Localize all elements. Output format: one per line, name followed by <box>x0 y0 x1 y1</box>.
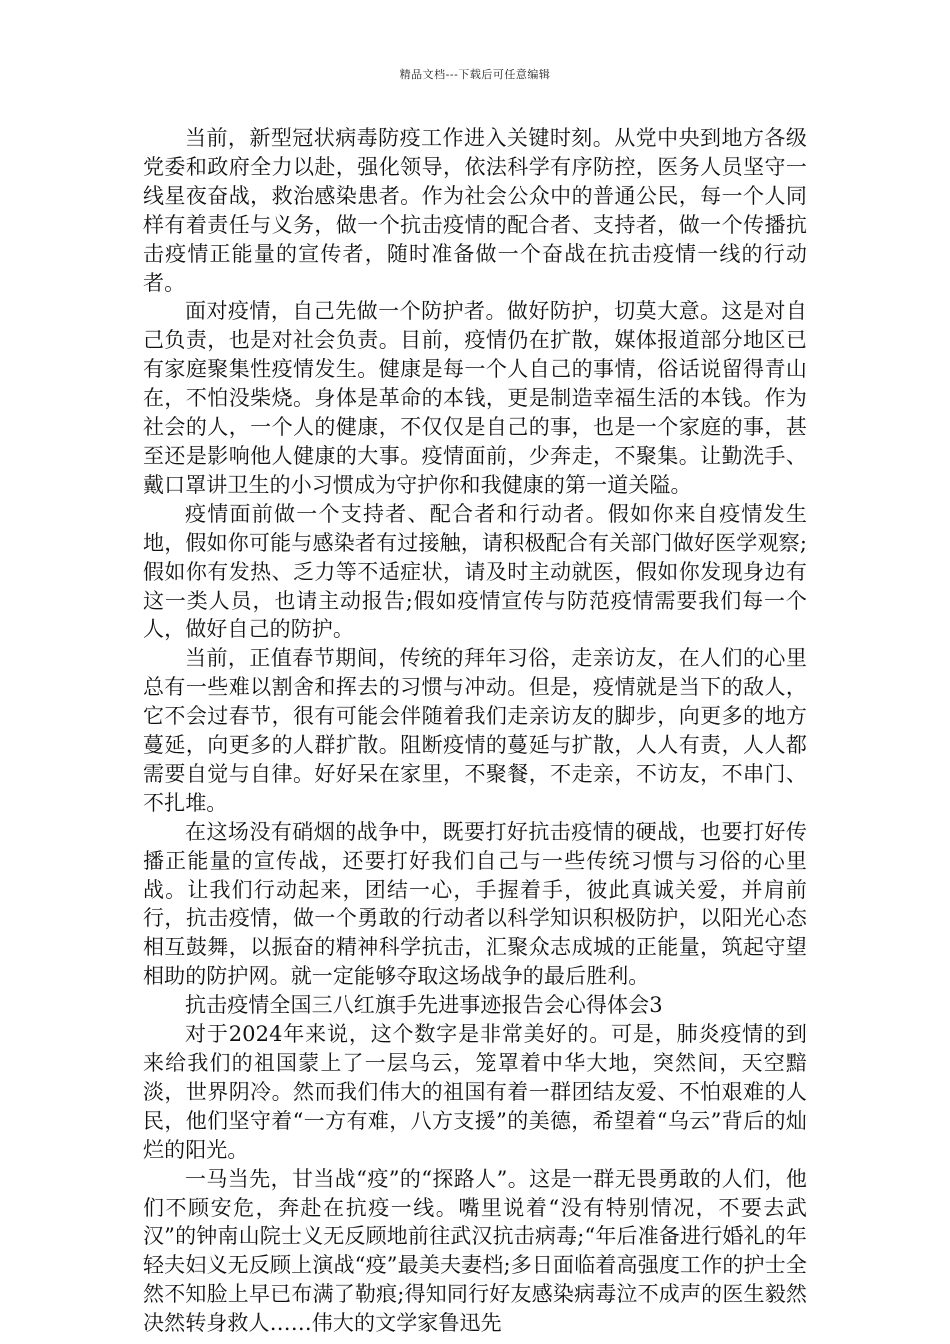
page-header: 精品文档---下载后可任意编辑 <box>399 68 551 81</box>
document-body <box>143 124 807 1338</box>
paragraph: 在这场没有硝烟的战争中，既要打好抗击疫情的硬战，也要打好传播正能量的宣传战，还要打好我们自己与一些传统习惯与习俗的心里战。让我们行动起来，团结一心，手握着手，彼此真诚关爱，并肩前行，抗击疫情，做一个勇敢的行动者以科学知识积极防护，以阳光心态相互鼓舞，以振奋的精神科学抗击，汇聚众志成城的正能量，筑起守望相助的防护网。就一定能够夺取这场战争的最后胜利。 <box>143 819 807 989</box>
section-heading: 抗击疫情全国三八红旗手先进事迹报告会心得体会3 <box>185 993 663 1018</box>
paragraph: 疫情面前做一个支持者、配合者和行动者。假如你来自疫情发生地，假如你可能与感染者有过接触，请积极配合有关部门做好医学观察;假如你有发热、乏力等不适症状，请及时主动就医，假如你发现身边有这一类人员，也请主动报告;假如疫情宣传与防范疫情需要我们每一个人，做好自己的防护。 <box>143 501 807 642</box>
paragraph: 对于2024年来说，这个数字是非常美好的。可是，肺炎疫情的到来给我们的祖国蒙上了一层乌云，笼罩着中华大地，突然间，天空黯淡，世界阴冷。然而我们伟大的祖国有着一群团结友爱、不怕艰难的人民，他们坚守着“一方有难，八方支援”的美德，希望着“乌云”背后的灿烂的阳光。 <box>143 1022 807 1162</box>
paragraph: 当前，新型冠状病毒防疫工作进入关键时刻。从党中央到地方各级党委和政府全力以赴，强化领导，依法科学有序防控，医务人员坚守一线星夜奋战，救治感染患者。作为社会公众中的普通公民，每一个人同样有着责任与义务，做一个抗击疫情的配合者、支持者，做一个传播抗击疫情正能量的宣传者，随时准备做一个奋战在抗击疫情一线的行动者。 <box>143 126 807 295</box>
paragraph: 面对疫情，自己先做一个防护者。做好防护，切莫大意。这是对自己负责，也是对社会负责。目前，疫情仍在扩散，媒体报道部分地区已有家庭聚集性疫情发生。健康是每一个人自己的事情，俗话说留得青山在，不怕没柴烧。身体是革命的本钱，更是制造幸福生活的本钱。作为社会的人，一个人的健康，不仅仅是自己的事，也是一个家庭的事，甚至还是影响他人健康的大事。疫情面前，少奔走，不聚集。让勤洗手、戴口罩讲卫生的小习惯成为守护你和我健康的第一道关隘。 <box>143 299 807 497</box>
paragraph: 当前，正值春节期间，传统的拜年习俗，走亲访友，在人们的心里总有一些难以割舍和挥去的习惯与冲动。但是，疫情就是当下的敌人，它不会过春节，很有可能会伴随着我们走亲访友的脚步，向更多的地方蔓延，向更多的人群扩散。阻断疫情的蔓延与扩散，人人有责，人人都需要自觉与自律。好好呆在家里，不聚餐，不走亲，不访友，不串门、不扎堆。 <box>143 646 807 815</box>
paragraph: 一马当先，甘当战“疫”的“探路人”。这是一群无畏勇敢的人们，他们不顾安危，奔赴在抗疫一线。嘴里说着“没有特别情况，不要去武汉”的钟南山院士义无反顾地前往武汉抗击病毒;“年后准备进行婚礼的年轻夫妇义无反顾上演战“疫”最美夫妻档;多日面临着高强度工作的护士全然不知脸上早已布满了勒痕;得知同行好友感染病毒泣不成声的医生毅然决然转身救人……伟大的文学家鲁迅先 <box>143 1166 807 1336</box>
